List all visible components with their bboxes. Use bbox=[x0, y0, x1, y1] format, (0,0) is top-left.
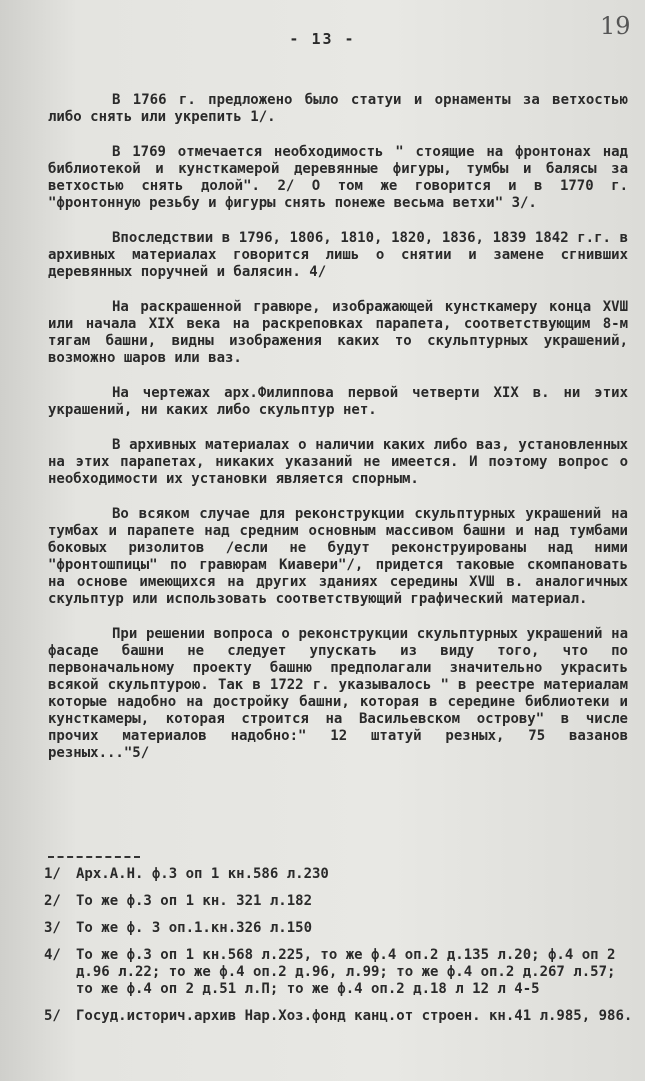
paragraph-5: На чертежах арх.Филиппова первой четверти XIX в. ни этих украшений, ни каких либо скульптур нет. bbox=[48, 385, 628, 418]
paragraph-2: В 1769 отмечается необходимость " стоящие на фронтонах над библиотекой и кунсткамерой деревянные фигуры, тумбы и балясы за ветхостью снять долой". 2/ О том же говорится и в 1770 г. "фронтонную резьбу и фигуры снять понеже весьма ветхи" 3/. bbox=[48, 144, 628, 211]
paragraph-8: При решении вопроса о реконструкции скульптурных украшений на фасаде башни не следует упускать из виду того, что по первоначальному проекту башню предполагали значительно украсить всякой скульптурою. Так в 1722 г. указывалось " в реестре материалам которые надобно на достройку башни, которая в середине библиотеки и кунсткамеры, которая строится на Васильевском острову" в числе прочих материалов надобно:" 12 штатуй резных, 75 вазанов резных..."5/ bbox=[48, 626, 628, 761]
footnote-number: 5/ bbox=[44, 1008, 61, 1024]
footnote-text: То же ф. 3 оп.1.кн.326 л.150 bbox=[76, 920, 313, 936]
footnote bbox=[44, 866, 634, 883]
footnote-number: 4/ bbox=[44, 947, 61, 963]
footnote bbox=[44, 947, 634, 998]
footnotes bbox=[44, 866, 634, 1035]
footnote-number: 3/ bbox=[44, 920, 61, 936]
footnote-text: То же ф.3 оп 1 кн. 321 л.182 bbox=[76, 893, 313, 909]
archive-number: 19 bbox=[600, 12, 631, 40]
footnote bbox=[44, 920, 634, 937]
footnote-text: То же ф.3 оп 1 кн.568 л.225, то же ф.4 оп.2 д.135 л.20; ф.4 оп 2 д.96 л.22; то же ф.4 оп.2 д.96, л.99; то же ф.4 оп.2 д.267 л.57; то же ф.4 оп 2 д.51 л.П; то же ф.4 оп.2 д.18 л 12 л 4-5 bbox=[76, 947, 616, 997]
footnote bbox=[44, 1008, 634, 1025]
footnote-divider bbox=[48, 856, 140, 858]
paragraph-6: В архивных материалах о наличии каких либо ваз, установленных на этих парапетах, никаких указаний не имеется. И поэтому вопрос о необходимости их установки является спорным. bbox=[48, 437, 628, 487]
footnote bbox=[44, 893, 634, 910]
paragraph-1: В 1766 г. предложено было статуи и орнаменты за ветхостью либо снять или укрепить 1/. bbox=[48, 92, 628, 125]
footnote-text: Арх.А.Н. ф.3 оп 1 кн.586 л.230 bbox=[76, 866, 329, 882]
footnote-number: 2/ bbox=[44, 893, 61, 909]
footnote-text: Госуд.историч.архив Нар.Хоз.фонд канц.от строен. кн.41 л.985, 986. bbox=[76, 1008, 633, 1024]
main-text bbox=[48, 92, 628, 780]
footnote-number: 1/ bbox=[44, 866, 61, 882]
paragraph-4: На раскрашенной гравюре, изображающей кунсткамеру конца ХVШ или начала XIX века на раскреповках парапета, соответствующим 8-м тягам башни, видны изображения каких то скульптурных украшений, возможно шаров или ваз. bbox=[48, 299, 628, 366]
paragraph-7: Во всяком случае для реконструкции скульптурных украшений на тумбах и парапете над средним основным массивом башни и над тумбами боковых ризолитов /если не будут реконструированы над ними "фронтошпицы" по гравюрам Киавери"/, придется таковые скомпановать на основе имеющихся на других зданиях середины ХVШ в. аналогичных скульптур или использовать соответствующий графический материал. bbox=[48, 506, 628, 607]
page-number: - 13 - bbox=[289, 30, 356, 48]
paragraph-3: Впоследствии в 1796, 1806, 1810, 1820, 1836, 1839 1842 г.г. в архивных материалах говорится лишь о снятии и замене сгнивших деревянных поручней и балясин. 4/ bbox=[48, 230, 628, 280]
